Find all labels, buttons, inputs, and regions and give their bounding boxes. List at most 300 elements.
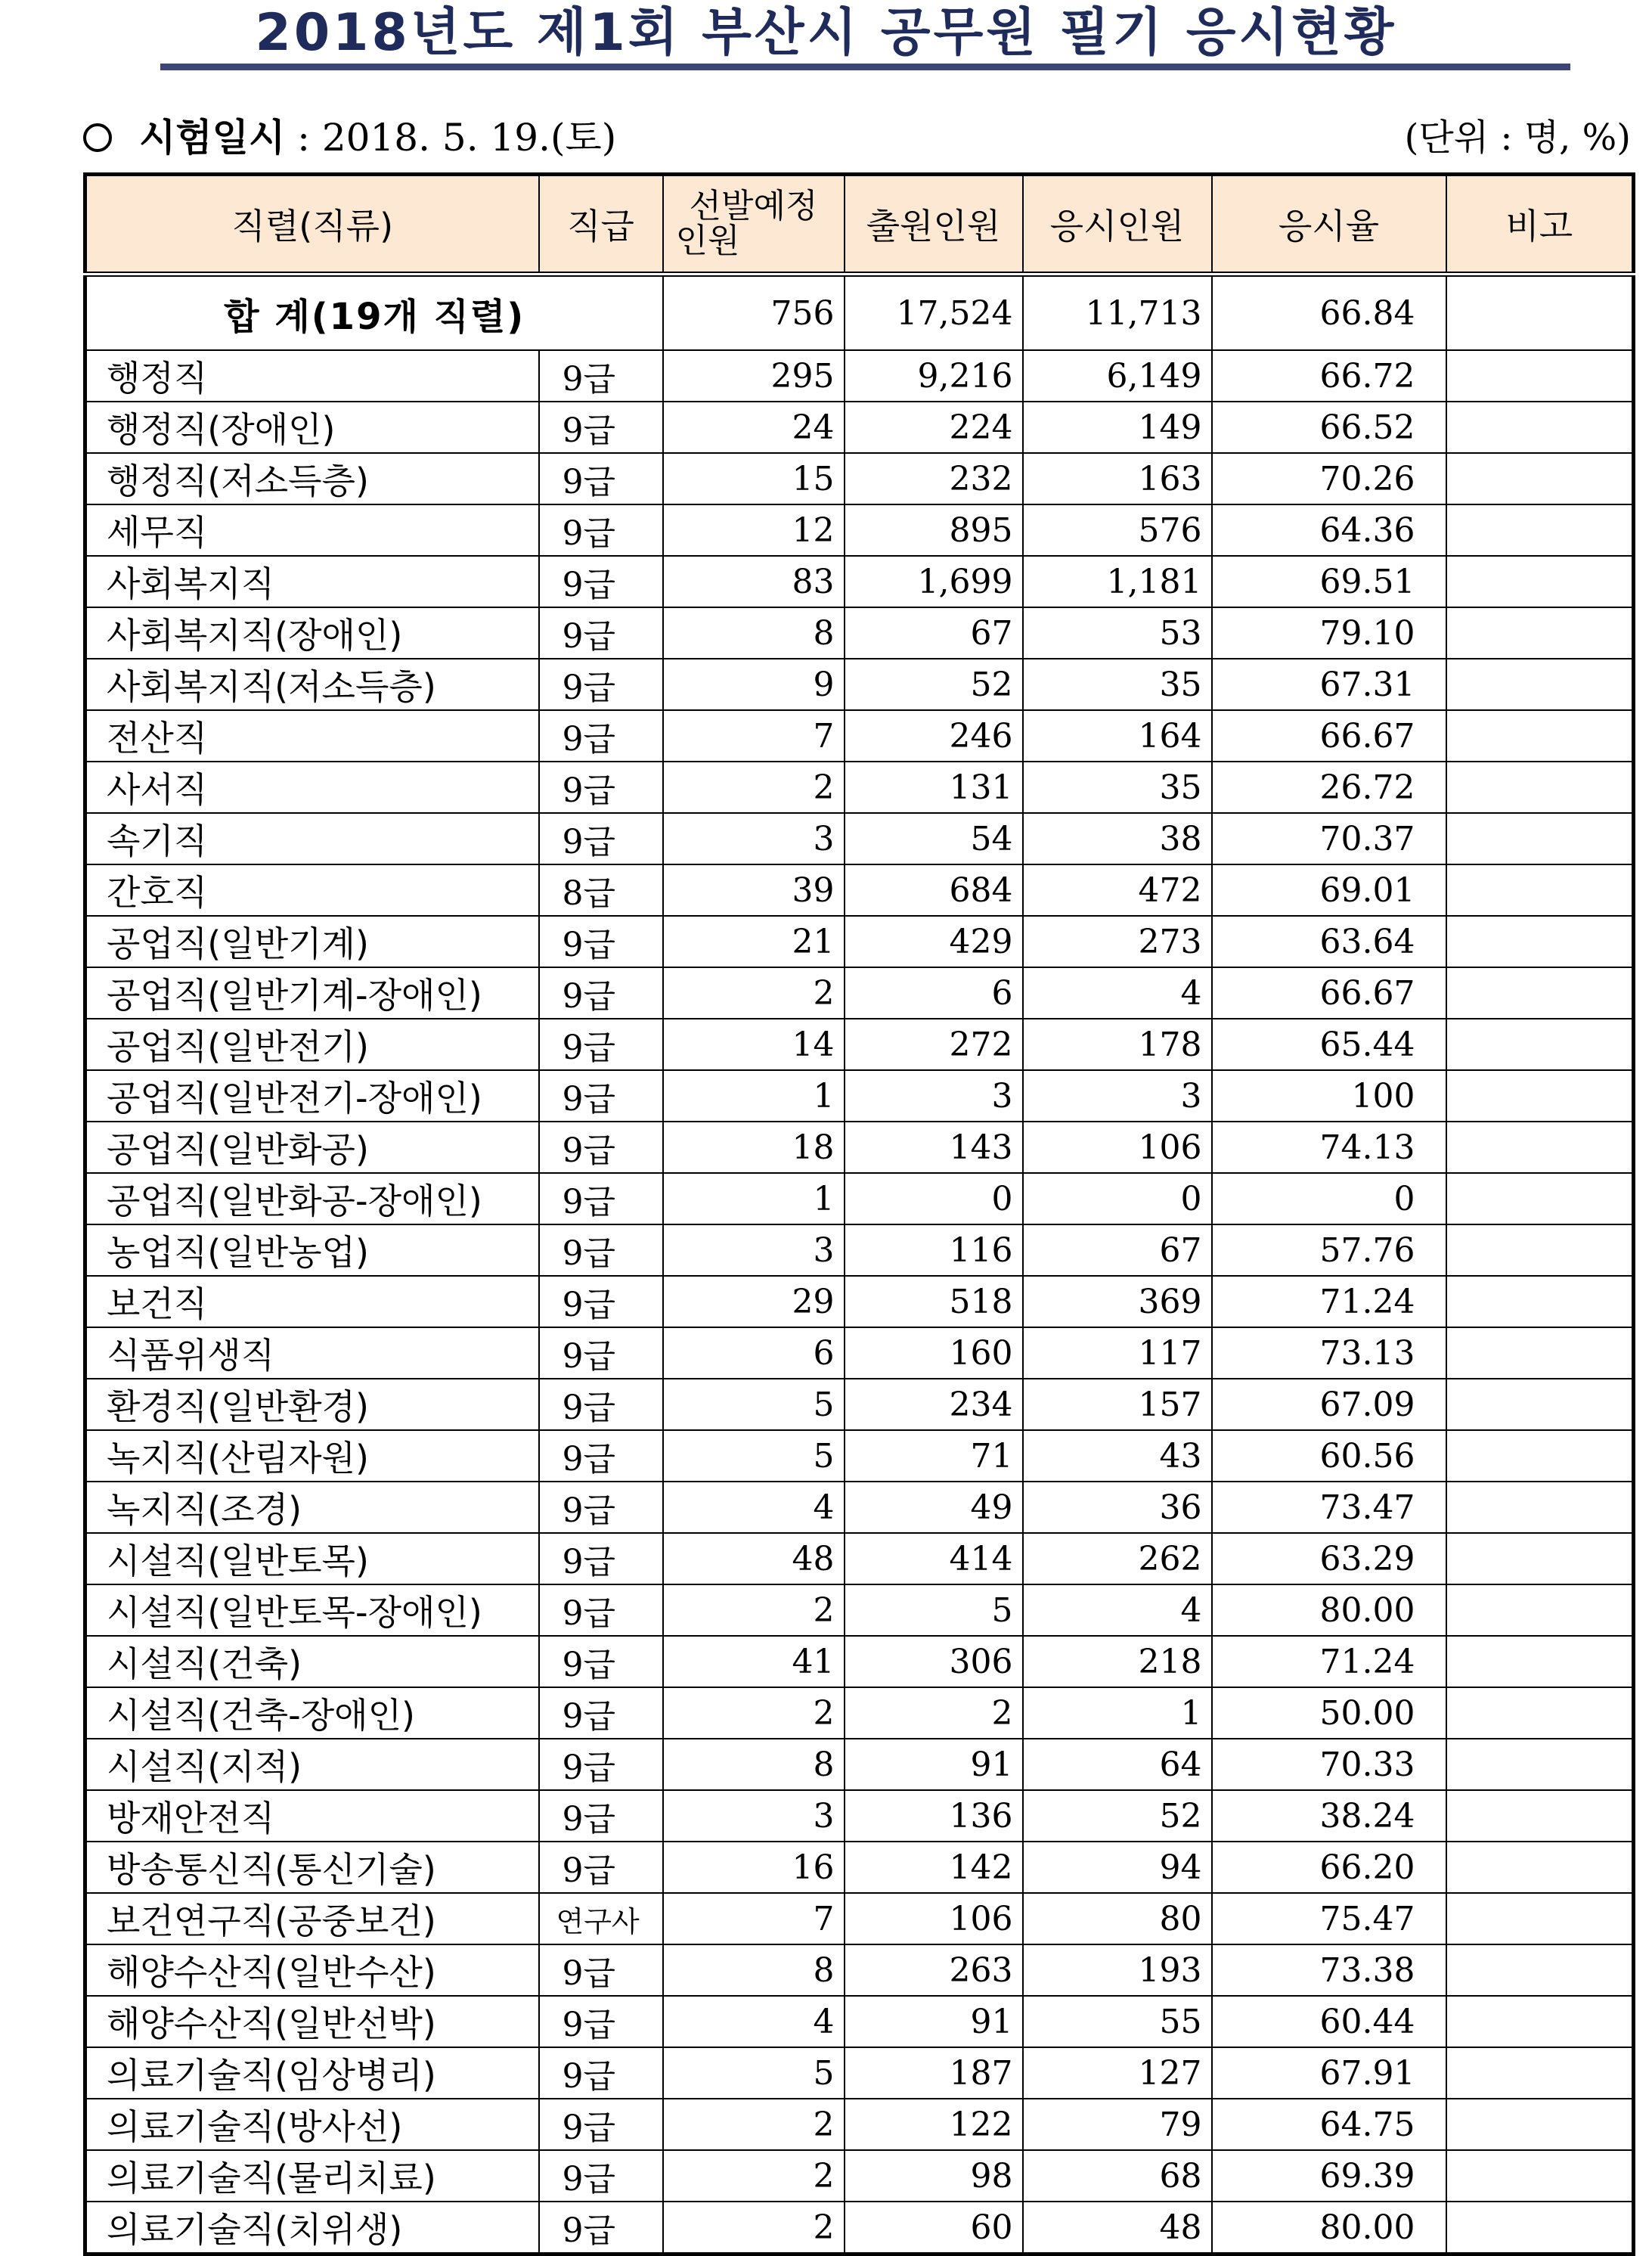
table-row: [85, 1224, 1634, 1276]
quota-cell: 4: [663, 1996, 845, 2047]
table-row: [85, 1019, 1634, 1070]
rate-cell: 71.24: [1212, 1276, 1446, 1327]
takers-cell: 53: [1023, 607, 1212, 659]
grade-cell: 9급: [539, 762, 663, 813]
note-cell: [1446, 1790, 1634, 1842]
quota-cell: 18: [663, 1122, 845, 1173]
takers-cell: 273: [1023, 916, 1212, 967]
header-note: 비고: [1446, 175, 1634, 275]
job-cell: 속기직: [85, 813, 539, 864]
job-cell: 시설직(일반토목-장애인): [85, 1584, 539, 1636]
takers-cell: 127: [1023, 2047, 1212, 2099]
applicants-cell: 6: [845, 967, 1023, 1019]
job-cell: 해양수산직(일반수산): [85, 1944, 539, 1996]
table-row: [85, 1739, 1634, 1790]
quota-cell: 5: [663, 1430, 845, 1482]
takers-cell: 43: [1023, 1430, 1212, 1482]
grade-cell: 9급: [539, 1636, 663, 1687]
takers-cell: 6,149: [1023, 350, 1212, 402]
grade-cell: 9급: [539, 967, 663, 1019]
quota-cell: 295: [663, 350, 845, 402]
total-takers: 11,713: [1023, 275, 1212, 351]
quota-cell: 1: [663, 1173, 845, 1224]
grade-cell: 9급: [539, 1173, 663, 1224]
applicants-cell: 60: [845, 2202, 1023, 2254]
job-cell: 의료기술직(물리치료): [85, 2150, 539, 2202]
quota-cell: 2: [663, 2202, 845, 2254]
table-row: [85, 710, 1634, 762]
quota-cell: 3: [663, 813, 845, 864]
takers-cell: 576: [1023, 504, 1212, 556]
grade-cell: 9급: [539, 350, 663, 402]
circle-bullet-icon: [83, 123, 112, 152]
quota-cell: 2: [663, 2150, 845, 2202]
rate-cell: 64.36: [1212, 504, 1446, 556]
note-cell: [1446, 607, 1634, 659]
job-cell: 공업직(일반기계): [85, 916, 539, 967]
job-cell: 시설직(건축): [85, 1636, 539, 1687]
rate-cell: 80.00: [1212, 2202, 1446, 2254]
table-row: [85, 2047, 1634, 2099]
quota-cell: 4: [663, 1482, 845, 1533]
job-cell: 보건직: [85, 1276, 539, 1327]
exam-status-table: [83, 172, 1635, 2256]
rate-cell: 26.72: [1212, 762, 1446, 813]
applicants-cell: 5: [845, 1584, 1023, 1636]
applicants-cell: 136: [845, 1790, 1023, 1842]
applicants-cell: 9,216: [845, 350, 1023, 402]
grade-cell: 9급: [539, 1070, 663, 1122]
note-cell: [1446, 1224, 1634, 1276]
grade-cell: 9급: [539, 710, 663, 762]
quota-cell: 21: [663, 916, 845, 967]
grade-cell: 9급: [539, 1996, 663, 2047]
quota-cell: 2: [663, 967, 845, 1019]
total-row: [85, 275, 1634, 351]
quota-cell: 2: [663, 2099, 845, 2150]
table-row: [85, 659, 1634, 710]
applicants-cell: 272: [845, 1019, 1023, 1070]
takers-cell: 1: [1023, 1687, 1212, 1739]
quota-cell: 3: [663, 1790, 845, 1842]
job-cell: 해양수산직(일반선박): [85, 1996, 539, 2047]
applicants-cell: 106: [845, 1893, 1023, 1944]
job-cell: 행정직(장애인): [85, 402, 539, 453]
title-underline: [160, 64, 1570, 70]
note-cell: [1446, 1122, 1634, 1173]
takers-cell: 149: [1023, 402, 1212, 453]
applicants-cell: 1,699: [845, 556, 1023, 607]
applicants-cell: 116: [845, 1224, 1023, 1276]
quota-cell: 5: [663, 2047, 845, 2099]
rate-cell: 67.09: [1212, 1379, 1446, 1430]
job-cell: 시설직(일반토목): [85, 1533, 539, 1584]
job-cell: 간호직: [85, 864, 539, 916]
job-cell: 환경직(일반환경): [85, 1379, 539, 1430]
table-row: [85, 402, 1634, 453]
table-row: [85, 556, 1634, 607]
applicants-cell: 91: [845, 1739, 1023, 1790]
header-job: 직렬(직류): [85, 175, 539, 275]
unit-note: (단위 : 명, %): [1404, 116, 1631, 159]
note-cell: [1446, 916, 1634, 967]
rate-cell: 69.01: [1212, 864, 1446, 916]
applicants-cell: 684: [845, 864, 1023, 916]
quota-cell: 83: [663, 556, 845, 607]
table-row: [85, 350, 1634, 402]
applicants-cell: 52: [845, 659, 1023, 710]
job-cell: 녹지직(산림자원): [85, 1430, 539, 1482]
exam-date-value: : 2018. 5. 19.(토): [297, 116, 617, 160]
applicants-cell: 263: [845, 1944, 1023, 1996]
table-row: [85, 1482, 1634, 1533]
job-cell: 시설직(건축-장애인): [85, 1687, 539, 1739]
rate-cell: 70.26: [1212, 453, 1446, 504]
note-cell: [1446, 2099, 1634, 2150]
quota-cell: 14: [663, 1019, 845, 1070]
quota-cell: 29: [663, 1276, 845, 1327]
table-row: [85, 967, 1634, 1019]
rate-cell: 79.10: [1212, 607, 1446, 659]
grade-cell: 9급: [539, 1482, 663, 1533]
job-cell: 행정직(저소득층): [85, 453, 539, 504]
grade-cell: 9급: [539, 2099, 663, 2150]
table-row: [85, 1379, 1634, 1430]
takers-cell: 163: [1023, 453, 1212, 504]
grade-cell: 9급: [539, 556, 663, 607]
table-row: [85, 453, 1634, 504]
note-cell: [1446, 1636, 1634, 1687]
quota-cell: 8: [663, 1944, 845, 1996]
grade-cell: 9급: [539, 1379, 663, 1430]
table-row: [85, 1070, 1634, 1122]
rate-cell: 63.64: [1212, 916, 1446, 967]
table-row: [85, 813, 1634, 864]
quota-cell: 9: [663, 659, 845, 710]
takers-cell: 178: [1023, 1019, 1212, 1070]
grade-cell: 9급: [539, 504, 663, 556]
job-cell: 사회복지직(장애인): [85, 607, 539, 659]
quota-cell: 7: [663, 1893, 845, 1944]
job-cell: 의료기술직(치위생): [85, 2202, 539, 2254]
takers-cell: 4: [1023, 1584, 1212, 1636]
note-cell: [1446, 967, 1634, 1019]
table-row: [85, 1636, 1634, 1687]
applicants-cell: 49: [845, 1482, 1023, 1533]
rate-cell: 57.76: [1212, 1224, 1446, 1276]
note-cell: [1446, 1327, 1634, 1379]
rate-cell: 67.31: [1212, 659, 1446, 710]
note-cell: [1446, 1996, 1634, 2047]
grade-cell: 9급: [539, 916, 663, 967]
note-cell: [1446, 2150, 1634, 2202]
applicants-cell: 224: [845, 402, 1023, 453]
applicants-cell: 0: [845, 1173, 1023, 1224]
note-cell: [1446, 453, 1634, 504]
grade-cell: 9급: [539, 1327, 663, 1379]
takers-cell: 106: [1023, 1122, 1212, 1173]
rate-cell: 73.38: [1212, 1944, 1446, 1996]
job-cell: 식품위생직: [85, 1327, 539, 1379]
rate-cell: 70.33: [1212, 1739, 1446, 1790]
job-cell: 방송통신직(통신기술): [85, 1842, 539, 1893]
takers-cell: 36: [1023, 1482, 1212, 1533]
exam-date: [83, 115, 616, 160]
quota-cell: 2: [663, 762, 845, 813]
grade-cell: 9급: [539, 659, 663, 710]
rate-cell: 74.13: [1212, 1122, 1446, 1173]
note-cell: [1446, 1379, 1634, 1430]
takers-cell: 262: [1023, 1533, 1212, 1584]
job-cell: 의료기술직(방사선): [85, 2099, 539, 2150]
takers-cell: 117: [1023, 1327, 1212, 1379]
applicants-cell: 429: [845, 916, 1023, 967]
applicants-cell: 234: [845, 1379, 1023, 1430]
rate-cell: 100: [1212, 1070, 1446, 1122]
rate-cell: 71.24: [1212, 1636, 1446, 1687]
total-label: 합 계(19개 직렬): [85, 275, 663, 351]
job-cell: 전산직: [85, 710, 539, 762]
job-cell: 시설직(지적): [85, 1739, 539, 1790]
applicants-cell: 414: [845, 1533, 1023, 1584]
applicants-cell: 3: [845, 1070, 1023, 1122]
quota-cell: 24: [663, 402, 845, 453]
grade-cell: 9급: [539, 1430, 663, 1482]
takers-cell: 0: [1023, 1173, 1212, 1224]
job-cell: 세무직: [85, 504, 539, 556]
takers-cell: 218: [1023, 1636, 1212, 1687]
grade-cell: 9급: [539, 607, 663, 659]
quota-cell: 2: [663, 1584, 845, 1636]
job-cell: 농업직(일반농업): [85, 1224, 539, 1276]
rate-cell: 80.00: [1212, 1584, 1446, 1636]
note-cell: [1446, 556, 1634, 607]
quota-cell: 15: [663, 453, 845, 504]
total-quota: 756: [663, 275, 845, 351]
rate-cell: 75.47: [1212, 1893, 1446, 1944]
header-grade: 직급: [539, 175, 663, 275]
total-note: [1446, 275, 1634, 351]
applicants-cell: 143: [845, 1122, 1023, 1173]
takers-cell: 35: [1023, 659, 1212, 710]
grade-cell: 9급: [539, 1687, 663, 1739]
note-cell: [1446, 1173, 1634, 1224]
takers-cell: 79: [1023, 2099, 1212, 2150]
table-row: [85, 504, 1634, 556]
applicants-cell: 232: [845, 453, 1023, 504]
applicants-cell: 306: [845, 1636, 1023, 1687]
quota-cell: 8: [663, 1739, 845, 1790]
table-row: [85, 1790, 1634, 1842]
note-cell: [1446, 2047, 1634, 2099]
grade-cell: 9급: [539, 2047, 663, 2099]
grade-cell: 9급: [539, 1584, 663, 1636]
rate-cell: 60.44: [1212, 1996, 1446, 2047]
total-rate: 66.84: [1212, 275, 1446, 351]
rate-cell: 66.67: [1212, 710, 1446, 762]
rate-cell: 73.13: [1212, 1327, 1446, 1379]
quota-cell: 6: [663, 1327, 845, 1379]
rate-cell: 50.00: [1212, 1687, 1446, 1739]
note-cell: [1446, 1893, 1634, 1944]
grade-cell: 9급: [539, 2150, 663, 2202]
job-cell: 의료기술직(임상병리): [85, 2047, 539, 2099]
takers-cell: 94: [1023, 1842, 1212, 1893]
header-quota: [663, 175, 845, 275]
takers-cell: 35: [1023, 762, 1212, 813]
table-row: [85, 1533, 1634, 1584]
applicants-cell: 131: [845, 762, 1023, 813]
note-cell: [1446, 402, 1634, 453]
grade-cell: 9급: [539, 1122, 663, 1173]
takers-cell: 55: [1023, 1996, 1212, 2047]
note-cell: [1446, 1070, 1634, 1122]
quota-cell: 8: [663, 607, 845, 659]
note-cell: [1446, 1533, 1634, 1584]
note-cell: [1446, 659, 1634, 710]
grade-cell: 9급: [539, 402, 663, 453]
grade-cell: 9급: [539, 1790, 663, 1842]
takers-cell: 67: [1023, 1224, 1212, 1276]
takers-cell: 472: [1023, 864, 1212, 916]
applicants-cell: 2: [845, 1687, 1023, 1739]
note-cell: [1446, 1019, 1634, 1070]
applicants-cell: 142: [845, 1842, 1023, 1893]
exam-date-label: 시험일시: [139, 116, 286, 160]
table-row: [85, 2099, 1634, 2150]
takers-cell: 157: [1023, 1379, 1212, 1430]
job-cell: 공업직(일반기계-장애인): [85, 967, 539, 1019]
takers-cell: 4: [1023, 967, 1212, 1019]
applicants-cell: 71: [845, 1430, 1023, 1482]
job-cell: 사회복지직(저소득층): [85, 659, 539, 710]
rate-cell: 66.20: [1212, 1842, 1446, 1893]
job-cell: 보건연구직(공중보건): [85, 1893, 539, 1944]
applicants-cell: 246: [845, 710, 1023, 762]
table-header-row: [85, 175, 1634, 275]
rate-cell: 66.67: [1212, 967, 1446, 1019]
quota-cell: 12: [663, 504, 845, 556]
table-row: [85, 864, 1634, 916]
header-applicants: 출원인원: [845, 175, 1023, 275]
grade-cell: 9급: [539, 1842, 663, 1893]
rate-cell: 67.91: [1212, 2047, 1446, 2099]
applicants-cell: 160: [845, 1327, 1023, 1379]
applicants-cell: 67: [845, 607, 1023, 659]
rate-cell: 66.72: [1212, 350, 1446, 402]
note-cell: [1446, 504, 1634, 556]
rate-cell: 69.51: [1212, 556, 1446, 607]
quota-cell: 7: [663, 710, 845, 762]
grade-cell: 9급: [539, 813, 663, 864]
note-cell: [1446, 1276, 1634, 1327]
applicants-cell: 187: [845, 2047, 1023, 2099]
applicants-cell: 54: [845, 813, 1023, 864]
note-cell: [1446, 864, 1634, 916]
table-row: [85, 1944, 1634, 1996]
rate-cell: 38.24: [1212, 1790, 1446, 1842]
rate-cell: 60.56: [1212, 1430, 1446, 1482]
header-takers: 응시인원: [1023, 175, 1212, 275]
applicants-cell: 98: [845, 2150, 1023, 2202]
note-cell: [1446, 1944, 1634, 1996]
takers-cell: 80: [1023, 1893, 1212, 1944]
takers-cell: 48: [1023, 2202, 1212, 2254]
rate-cell: 0: [1212, 1173, 1446, 1224]
header-quota-line2: 인원: [675, 222, 740, 260]
job-cell: 공업직(일반전기): [85, 1019, 539, 1070]
table-row: [85, 1276, 1634, 1327]
job-cell: 사서직: [85, 762, 539, 813]
rate-cell: 70.37: [1212, 813, 1446, 864]
grade-cell: 9급: [539, 1944, 663, 1996]
takers-cell: 369: [1023, 1276, 1212, 1327]
quota-cell: 39: [663, 864, 845, 916]
table-row: [85, 1996, 1634, 2047]
takers-cell: 3: [1023, 1070, 1212, 1122]
takers-cell: 38: [1023, 813, 1212, 864]
table-row: [85, 916, 1634, 967]
table-row: [85, 1687, 1634, 1739]
job-cell: 사회복지직: [85, 556, 539, 607]
table-row: [85, 1173, 1634, 1224]
quota-cell: 2: [663, 1687, 845, 1739]
table-row: [85, 607, 1634, 659]
job-cell: 공업직(일반화공-장애인): [85, 1173, 539, 1224]
note-cell: [1446, 813, 1634, 864]
job-cell: 공업직(일반전기-장애인): [85, 1070, 539, 1122]
table-row: [85, 1584, 1634, 1636]
grade-cell: 9급: [539, 1276, 663, 1327]
applicants-cell: 122: [845, 2099, 1023, 2150]
note-cell: [1446, 1687, 1634, 1739]
note-cell: [1446, 1430, 1634, 1482]
grade-cell: 9급: [539, 1533, 663, 1584]
header-quota-line1: 선발예정: [689, 187, 818, 225]
grade-cell: 8급: [539, 864, 663, 916]
page-title: 2018년도 제1회 부산시 공무원 필기 응시현황: [255, 3, 1397, 63]
takers-cell: 164: [1023, 710, 1212, 762]
takers-cell: 52: [1023, 1790, 1212, 1842]
applicants-cell: 91: [845, 1996, 1023, 2047]
job-cell: 공업직(일반화공): [85, 1122, 539, 1173]
grade-cell: 9급: [539, 1224, 663, 1276]
grade-cell: 9급: [539, 1019, 663, 1070]
job-cell: 녹지직(조경): [85, 1482, 539, 1533]
note-cell: [1446, 1739, 1634, 1790]
grade-cell: 9급: [539, 1739, 663, 1790]
takers-cell: 68: [1023, 2150, 1212, 2202]
table-row: [85, 2150, 1634, 2202]
total-applicants: 17,524: [845, 275, 1023, 351]
takers-cell: 193: [1023, 1944, 1212, 1996]
quota-cell: 16: [663, 1842, 845, 1893]
note-cell: [1446, 1482, 1634, 1533]
header-rate: 응시율: [1212, 175, 1446, 275]
rate-cell: 64.75: [1212, 2099, 1446, 2150]
quota-cell: 48: [663, 1533, 845, 1584]
grade-cell: 9급: [539, 2202, 663, 2254]
table-row: [85, 762, 1634, 813]
table-row: [85, 1122, 1634, 1173]
rate-cell: 63.29: [1212, 1533, 1446, 1584]
table-row: [85, 1893, 1634, 1944]
takers-cell: 1,181: [1023, 556, 1212, 607]
applicants-cell: 518: [845, 1276, 1023, 1327]
quota-cell: 41: [663, 1636, 845, 1687]
job-cell: 방재안전직: [85, 1790, 539, 1842]
note-cell: [1446, 350, 1634, 402]
